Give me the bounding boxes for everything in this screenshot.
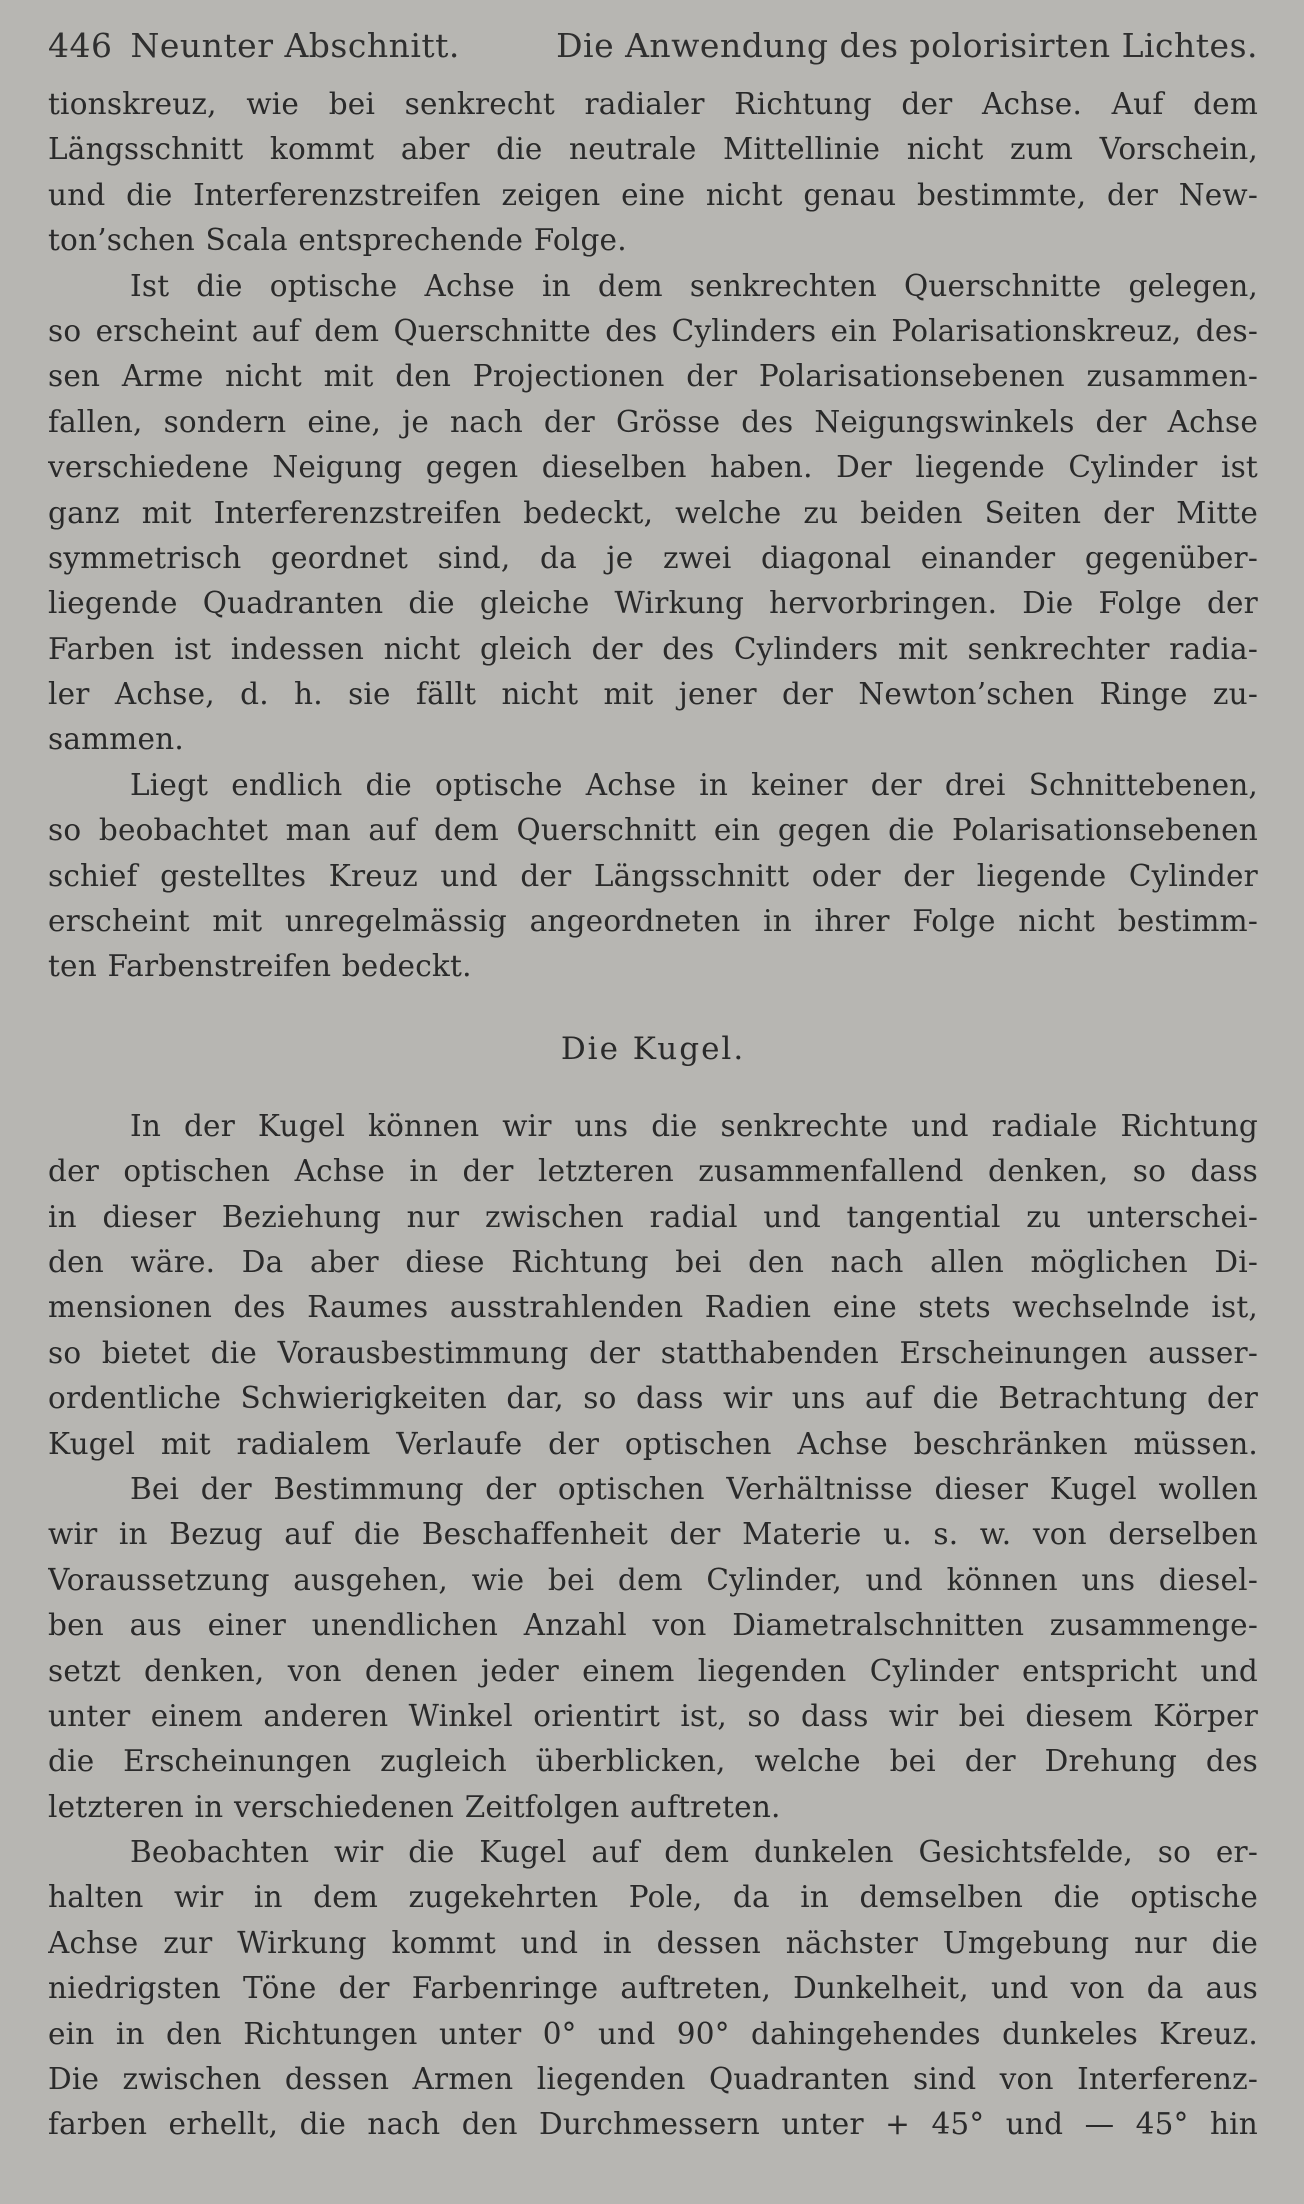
text-line: ben aus einer unendlichen Anzahl von Diametralschnitten zusammenge- [48,1608,1258,1643]
text-line: Achse zur Wirkung kommt und in dessen nächster Umgebung nur die [48,1925,1258,1960]
text-line: sammen. [48,722,184,757]
text-line: setzt denken, von denen jeder einem liegenden Cylinder entspricht und [48,1653,1258,1688]
text-line: In der Kugel können wir uns die senkrechte und radiale Richtung [130,1108,1258,1143]
text-line: erscheint mit unregelmässig angeordneten in ihrer Folge nicht bestimm- [48,904,1258,939]
text-line: liegende Quadranten die gleiche Wirkung hervorbringen. Die Folge der [48,586,1258,621]
paragraph [48,82,1258,264]
text-line: Ist die optische Achse in dem senkrechten Querschnitte gelegen, [130,268,1258,303]
text-line: so bietet die Vorausbestimmung der statthabenden Erscheinungen ausser- [48,1335,1258,1370]
running-head [48,26,1258,78]
text-line: so beobachtet man auf dem Querschnitt ein gegen die Polarisationsebenen [48,813,1258,848]
text-line: Bei der Bestimmung der optischen Verhältnisse dieser Kugel wollen [130,1471,1258,1506]
text-line: ein in den Richtungen unter 0° und 90° dahingehendes dunkeles Kreuz. [48,2016,1258,2051]
text-line: den wäre. Da aber diese Richtung bei den nach allen möglichen Di- [48,1244,1258,1279]
section-title: Neunter Abschnitt. [130,26,460,65]
text-line: letzteren in verschiedenen Zeitfolgen auftreten. [48,1789,781,1824]
text-line: ton’schen Scala entsprechende Folge. [48,223,627,258]
text-line: farben erhellt, die nach den Durchmessern unter + 45° und — 45° hin [48,2107,1258,2142]
paragraph [48,1467,1258,1830]
text-line: niedrigsten Töne der Farbenringe auftreten, Dunkelheit, und von da aus [48,1971,1258,2006]
text-line: unter einem anderen Winkel orientirt ist, so dass wir bei diesem Körper [48,1698,1258,1733]
chapter-title: Die Anwendung des polorisirten Lichtes. [556,26,1258,65]
text-line: wir in Bezug auf die Beschaffenheit der Materie u. s. w. von derselben [48,1517,1258,1552]
section-heading: Die Kugel. [560,1030,746,1067]
text-line: halten wir in dem zugekehrten Pole, da in demselben die optische [48,1880,1258,1915]
paragraph [48,1830,1258,2148]
text-line: und die Interferenzstreifen zeigen eine nicht genau bestimmte, der New- [48,177,1258,212]
text-line: so erscheint auf dem Querschnitte des Cylinders ein Polarisationskreuz, des- [48,313,1258,348]
paragraph [48,763,1258,990]
text-line: Farben ist indessen nicht gleich der des Cylinders mit senkrechter radia- [48,631,1258,666]
text-line: Längsschnitt kommt aber die neutrale Mittellinie nicht zum Vorschein, [48,132,1258,167]
text-line: tionskreuz, wie bei senkrecht radialer Richtung der Achse. Auf dem [48,87,1258,121]
text-line: Voraussetzung ausgehen, wie bei dem Cylinder, und können uns diesel- [48,1562,1258,1597]
body-text [48,82,1258,2148]
text-line: Beobachten wir die Kugel auf dem dunkelen Gesichtsfelde, so er- [130,1835,1258,1870]
text-line: ganz mit Interferenzstreifen bedeckt, welche zu beiden Seiten der Mitte [48,495,1258,530]
paragraph [48,1104,1258,1467]
text-line: ten Farbenstreifen bedeckt. [48,949,472,984]
text-line: die Erscheinungen zugleich überblicken, welche bei der Drehung des [48,1744,1258,1779]
text-line: schief gestelltes Kreuz und der Längsschnitt oder der liegende Cylinder [48,858,1258,893]
text-line: mensionen des Raumes ausstrahlenden Radien eine stets wechselnde ist, [48,1290,1258,1325]
text-line: verschiedene Neigung gegen dieselben haben. Der liegende Cylinder ist [48,450,1258,485]
text-line: symmetrisch geordnet sind, da je zwei diagonal einander gegenüber- [48,540,1258,575]
text-line: Kugel mit radialem Verlaufe der optischen Achse beschränken müssen. [48,1426,1258,1461]
text-line: Die zwischen dessen Armen liegenden Quadranten sind von Interferenz- [48,2062,1258,2097]
text-line: ordentliche Schwierigkeiten dar, so dass wir uns auf die Betrachtung der [48,1381,1258,1416]
page-number: 446 [48,26,113,65]
text-line: sen Arme nicht mit den Projectionen der Polarisationsebenen zusammen- [48,359,1258,394]
text-line: Liegt endlich die optische Achse in keiner der drei Schnittebenen, [130,767,1258,802]
text-line: der optischen Achse in der letzteren zusammenfallend denken, so dass [48,1154,1258,1189]
text-line: in dieser Beziehung nur zwischen radial und tangential zu unterschei- [48,1199,1258,1234]
text-line: ler Achse, d. h. sie fällt nicht mit jener der Newton’schen Ringe zu- [48,677,1258,712]
paragraph [48,264,1258,763]
text-line: fallen, sondern eine, je nach der Grösse des Neigungswinkels der Achse [48,404,1258,439]
